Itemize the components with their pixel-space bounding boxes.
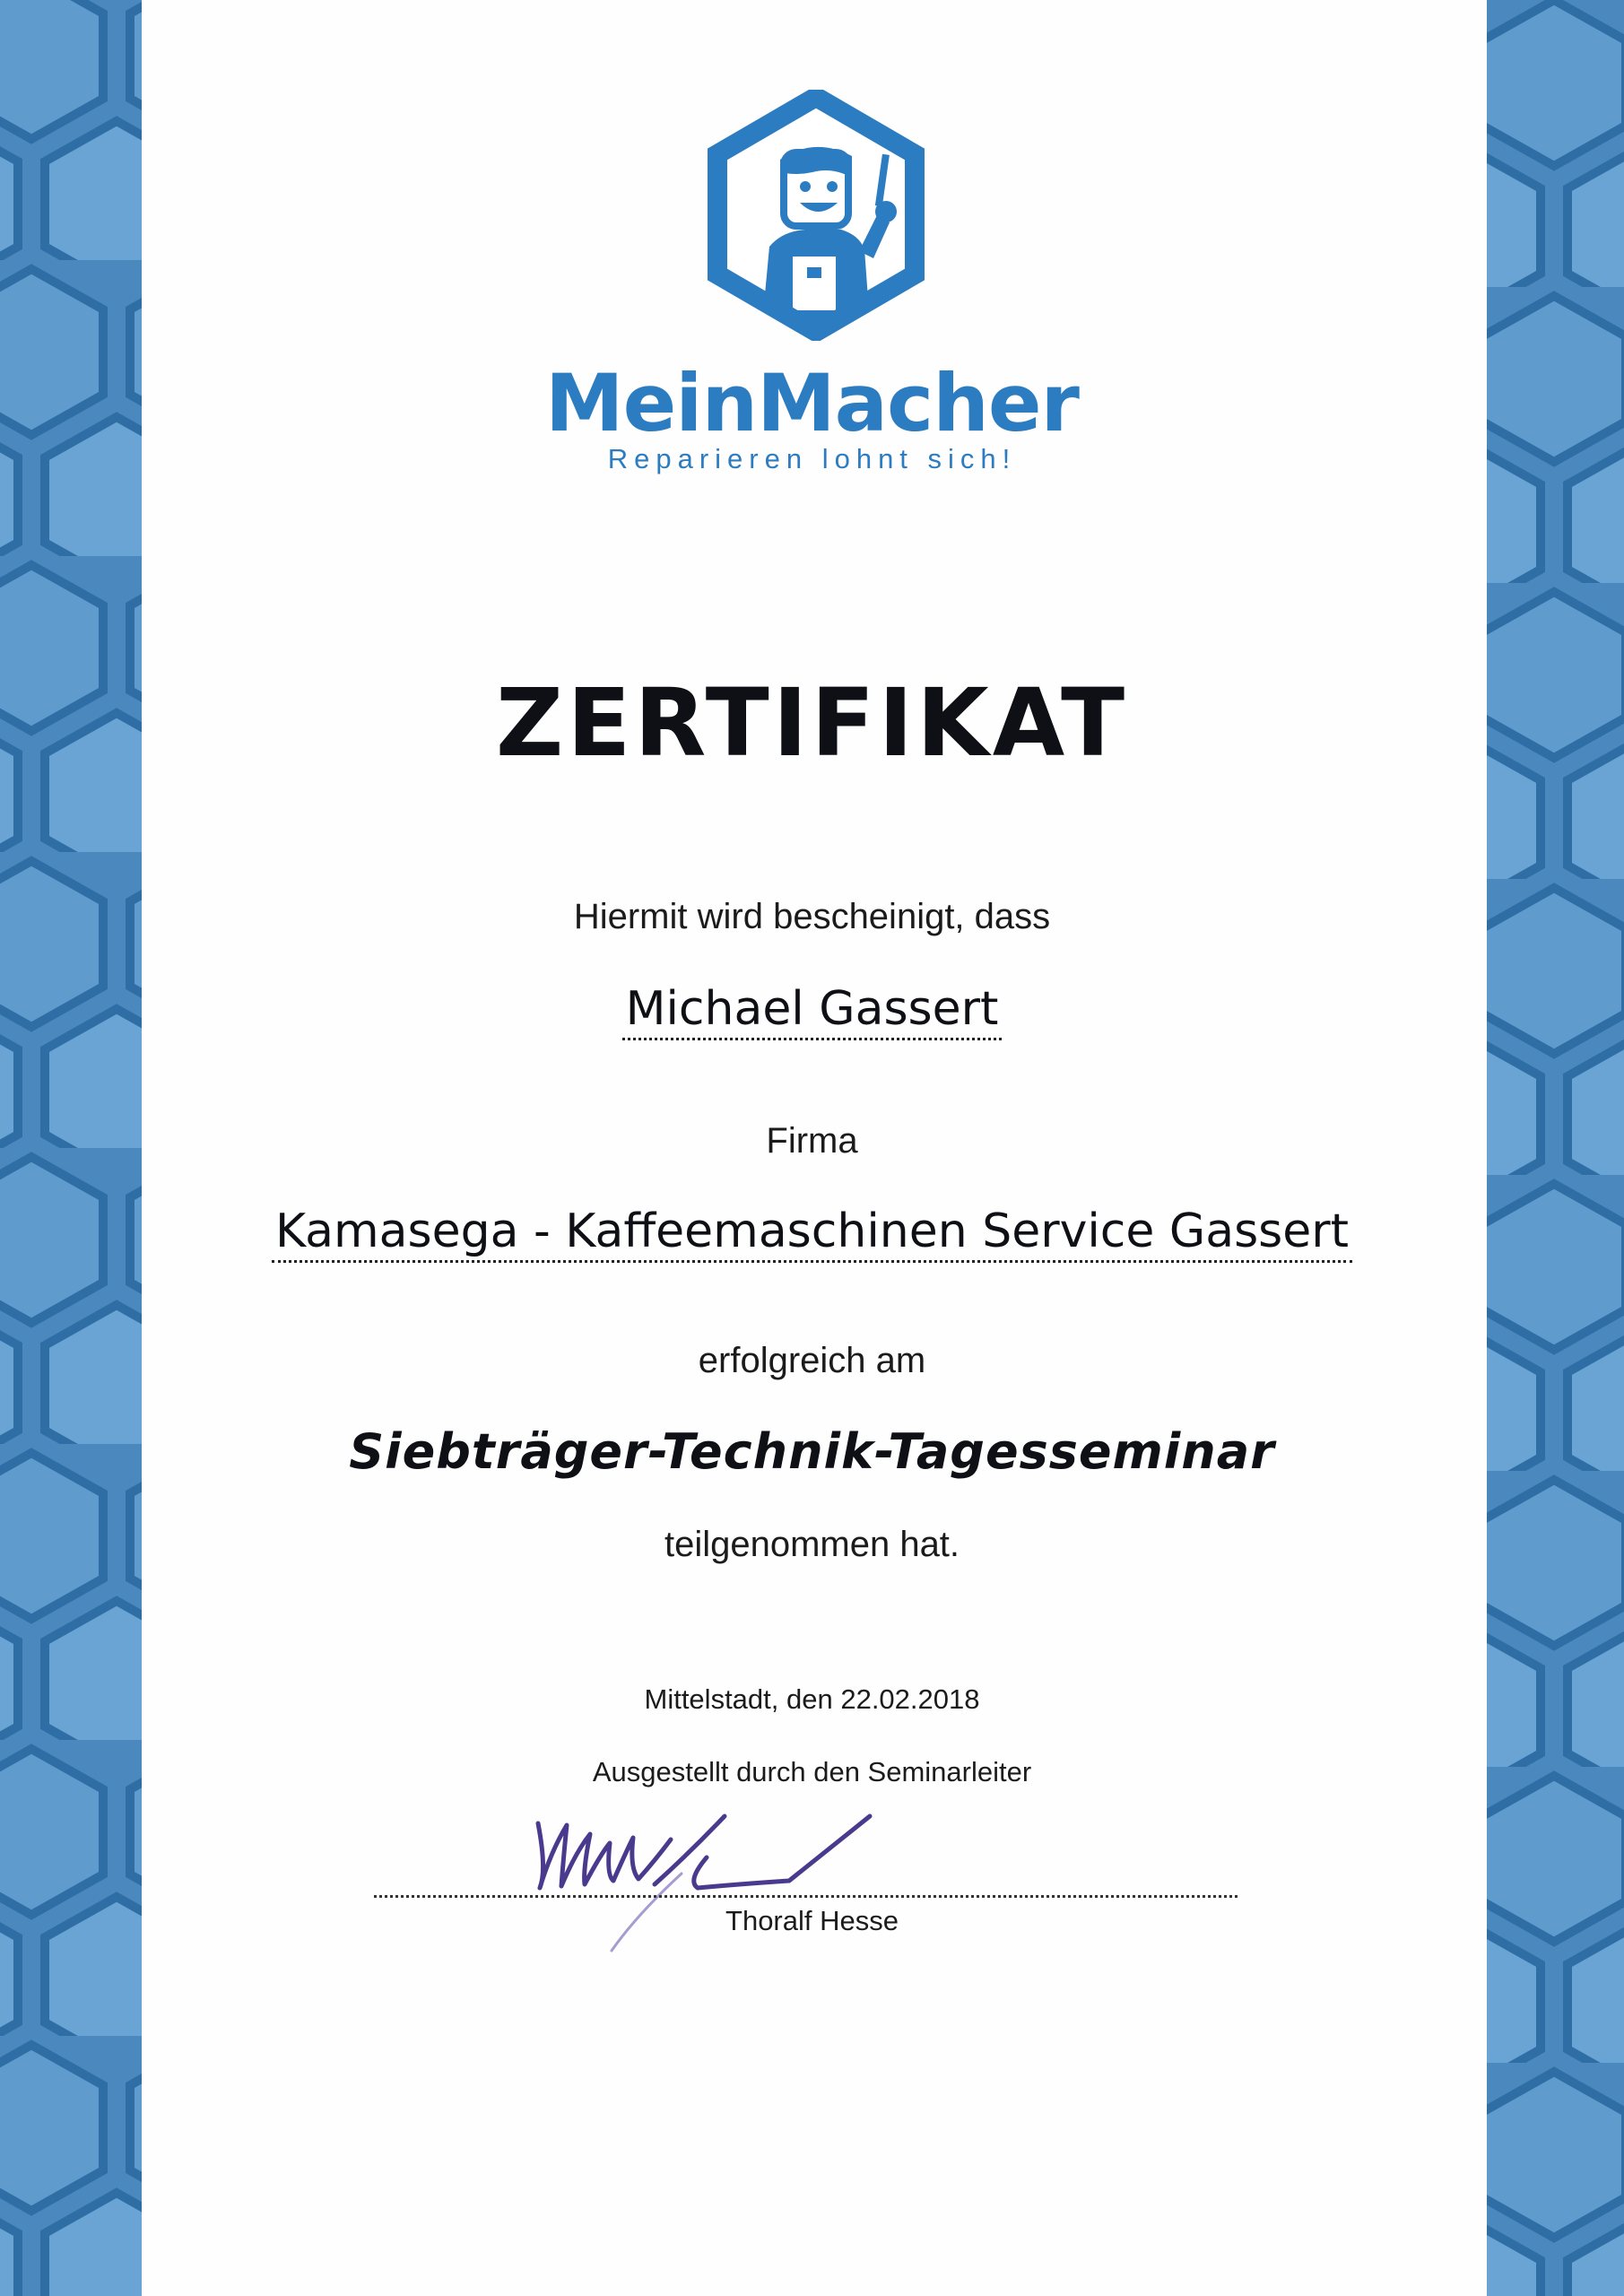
success-text: erfolgreich am (698, 1341, 926, 1380)
place-date: Mittelstadt, den 22.02.2018 (644, 1683, 980, 1715)
seminar-name: Siebträger-Technik-Tagesseminar (349, 1423, 1275, 1480)
participant-name-field (0, 982, 1624, 1040)
brand-name: MeinMacher (545, 357, 1079, 449)
handwritten-signature (520, 1798, 897, 1964)
company-label: Firma (766, 1121, 858, 1161)
issued-by-text: Ausgestellt durch den Seminarleiter (592, 1756, 1032, 1787)
brand-slogan: Reparieren lohnt sich! (607, 443, 1017, 474)
signature-line (374, 1895, 1238, 1898)
participant-name: Michael Gassert (622, 982, 1003, 1040)
company-name: Kamasega - Kaffeemaschinen Service Gassert (272, 1205, 1352, 1263)
company-name-field (0, 1205, 1624, 1263)
repairman-hexagon-icon (707, 90, 926, 341)
participation-text: teilgenommen hat. (664, 1525, 960, 1564)
intro-text: Hiermit wird bescheinigt, dass (573, 897, 1051, 936)
certificate-title: ZERTIFIKAT (495, 668, 1129, 778)
signer-name: Thoralf Hesse (725, 1905, 899, 1936)
